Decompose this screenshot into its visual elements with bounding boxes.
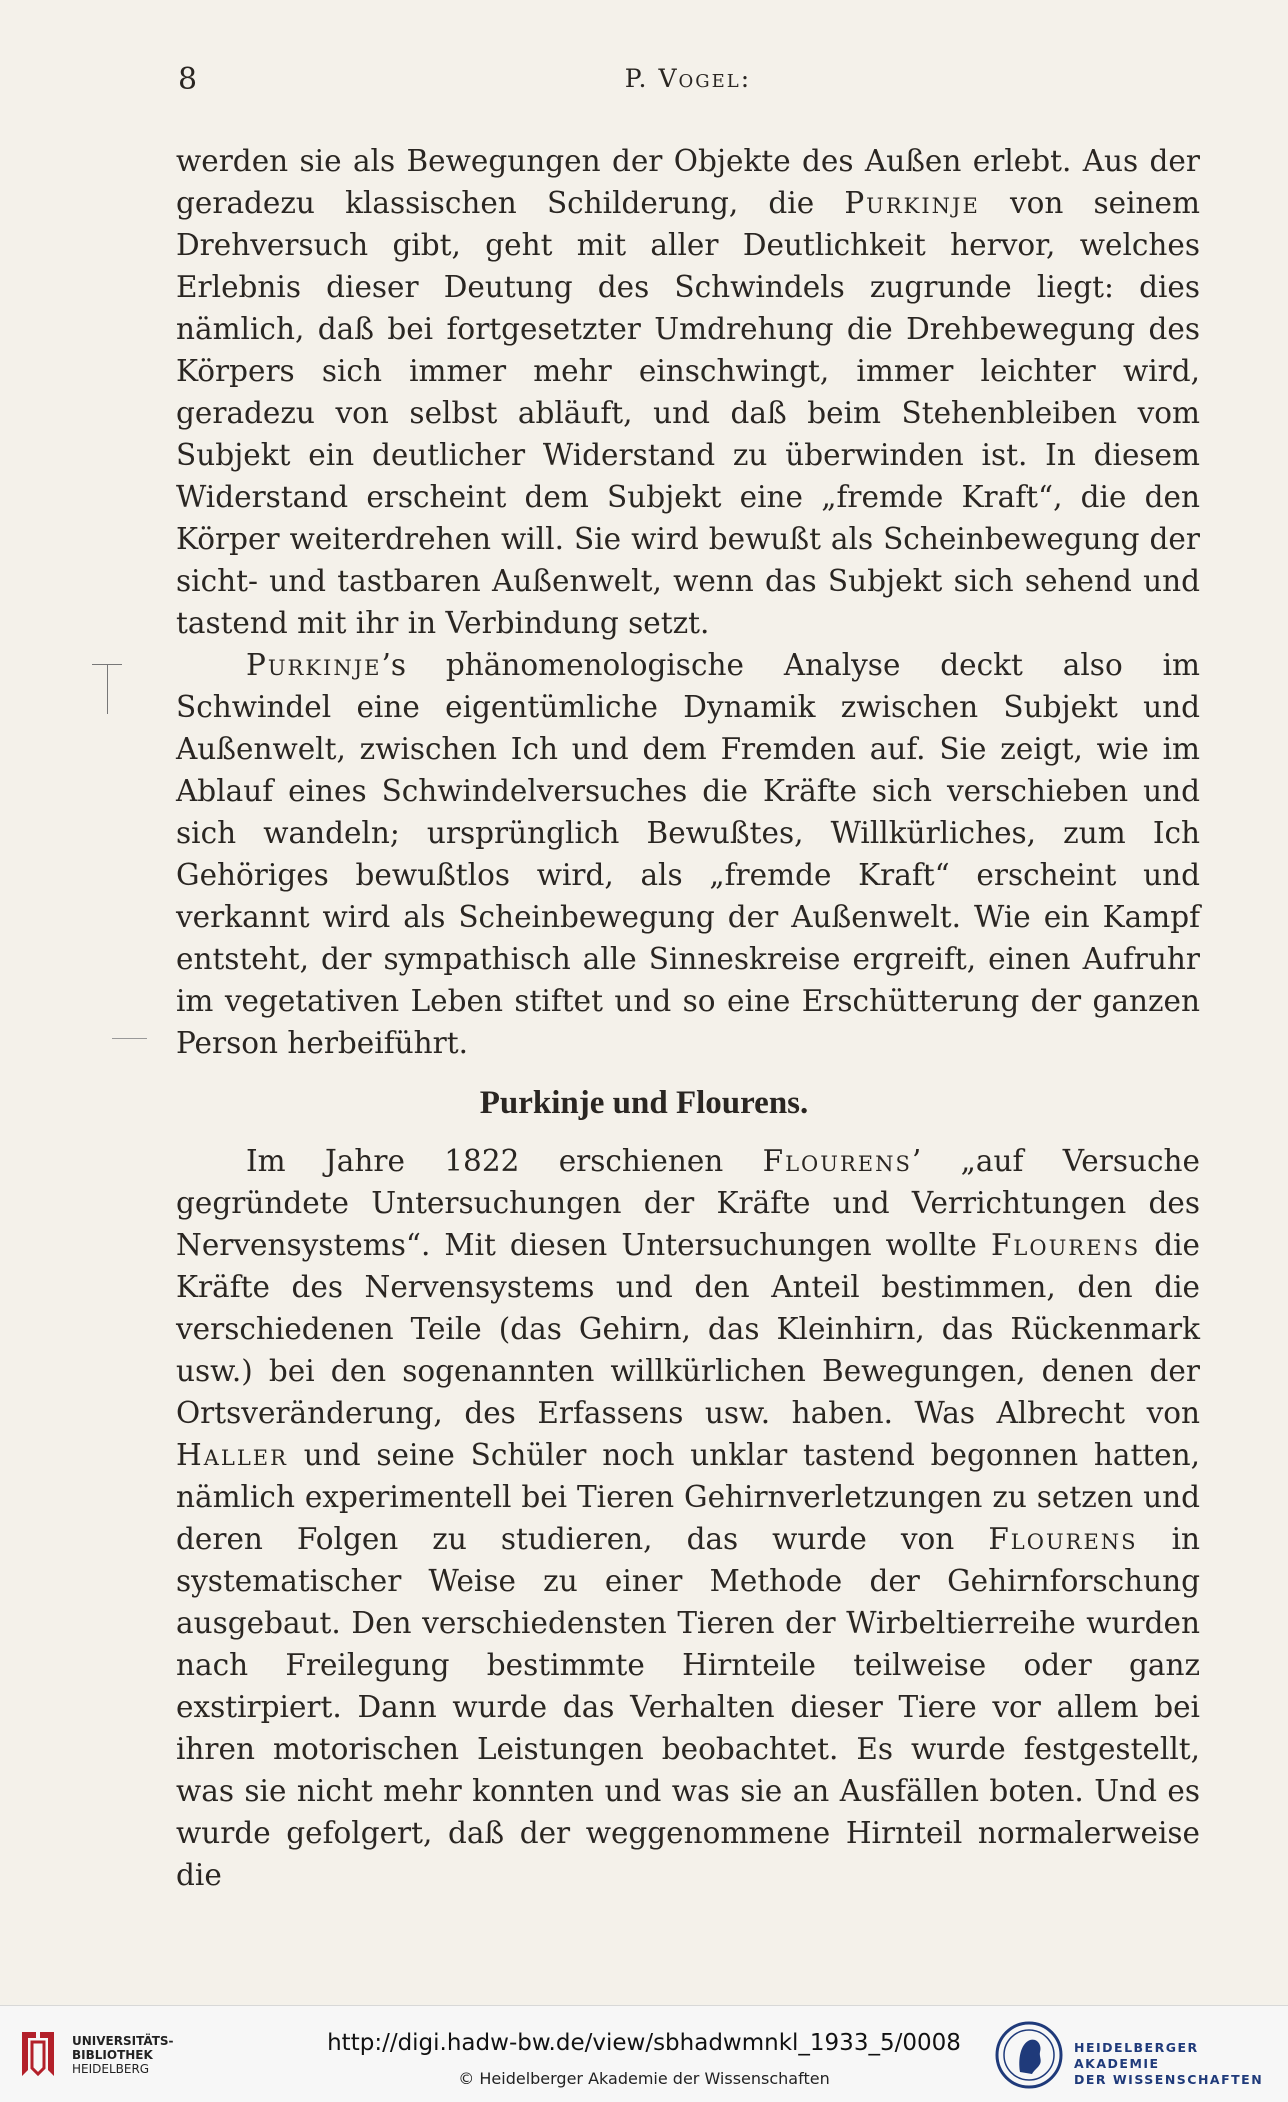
page-header [178,62,1198,102]
author-name: Flourens [990,1228,1141,1262]
page-number: 8 [178,62,198,97]
margin-dash-mark [112,1038,147,1039]
text-block-2 [176,1140,1200,1896]
paragraph-1: werden sie als Bewegungen der Objekte des Außen erlebt. Aus der geradezu klassischen Schilderung, die Purkinje von seinem Drehversuch gibt, geht mit aller Deutlichkeit hervor, welches Erlebnis dieser Deutung des Schwindels zugrunde liegt: dies nämlich, daß bei fortgesetzter Umdrehung die Drehbewegung des Körpers sich immer mehr einschwingt, immer leichter wird, geradezu von selbst abläuft, und daß beim Stehenbleiben vom Subjekt ein deutlicher Widerstand zu überwinden ist. In diesem Widerstand erscheint dem Subjekt eine „fremde Kraft“, die den Körper weiterdrehen will. Sie wird bewußt als Scheinbewegung der sicht- und tastbaren Außenwelt, wenn das Subjekt sich sehend und tastend mit ihr in Verbindung setzt. [176,144,1200,640]
viewer-footer [0,2005,1288,2102]
section-heading: Purkinje und Flourens. [479,1085,809,1121]
author-name: Purkinje [844,186,980,220]
paragraph-2: Purkinje’s phänomenologische Analyse deckt also im Schwindel eine eigentümliche Dynamik zwischen Subjekt und Außenwelt, zwischen Ich und dem Fremden auf. Sie zeigt, wie im Ablauf eines Schwindelversuches die Kräfte sich verschieben und sich wandeln; ursprünglich Bewußtes, Willkürliches, zum Ich Gehöriges bewußtlos wird, als „fremde Kraft“ erscheint und verkannt wird als Scheinbewegung der Außenwelt. Wie ein Kampf entsteht, der sympathisch alle Sinneskreise ergreift, einen Aufruhr im vegetativen Leben stiftet und so eine Erschütterung der ganzen Person herbeiführt. [176,648,1200,1060]
university-library-name: UNIVERSITÄTS- BIBLIOTHEK HEIDELBERG [72,2034,174,2076]
author-name: Purkinje [246,648,382,682]
text-block-1 [176,140,1200,1064]
running-head-author: Vogel [658,64,741,93]
academy-name: HEIDELBERGER AKADEMIE DER WISSENSCHAFTEN [1074,2040,1264,2087]
paragraph-3: Im Jahre 1822 erschienen Flourens’ „auf Versuche gegründete Untersuchungen der Kräfte und Verrichtungen des Nervensystems“. Mit diesen Untersuchungen wollte Flourens die Kräfte des Nervensystems und den Anteil bestimmen, den die verschiedenen Teile (das Gehirn, das Kleinhirn, das Rückenmark usw.) bei den sogenannten willkürlichen Bewegungen, denen der Ortsveränderung, des Erfassens usw. haben. Was Albrecht von Haller und seine Schüler noch unklar tastend begonnen hatten, nämlich experimentell bei Tieren Gehirnverletzungen zu setzen und deren Folgen zu studieren, das wurde von Flourens in systematischer Weise zu einer Methode der Gehirnforschung ausgebaut. Den verschiedensten Tieren der Wirbeltierreihe wurden nach Freilegung bestimmte Hirnteile teilweise oder ganz exstirpiert. Dann wurde das Verhalten dieser Tiere vor allem bei ihren motorischen Leistungen beobachtet. Es wurde festgestellt, was sie nicht mehr konnten und was sie an Ausfällen boten. Und es wurde gefolgert, daß der weggenommene Hirnteil normalerweise die [176,1144,1201,1892]
document-url-link[interactable]: http://digi.hadw-bw.de/view/sbhadwmnkl_1933_5/0008 [327,2030,961,2056]
author-name: Flourens [988,1522,1138,1556]
running-head: P. Vogel: [624,64,752,93]
author-name: Haller [176,1438,288,1472]
copyright-notice: © Heidelberger Akademie der Wissenschaften [458,2069,830,2088]
margin-pencil-mark [92,660,122,720]
academy-seal-icon [994,2020,1064,2090]
author-name: Flourens [762,1144,912,1178]
